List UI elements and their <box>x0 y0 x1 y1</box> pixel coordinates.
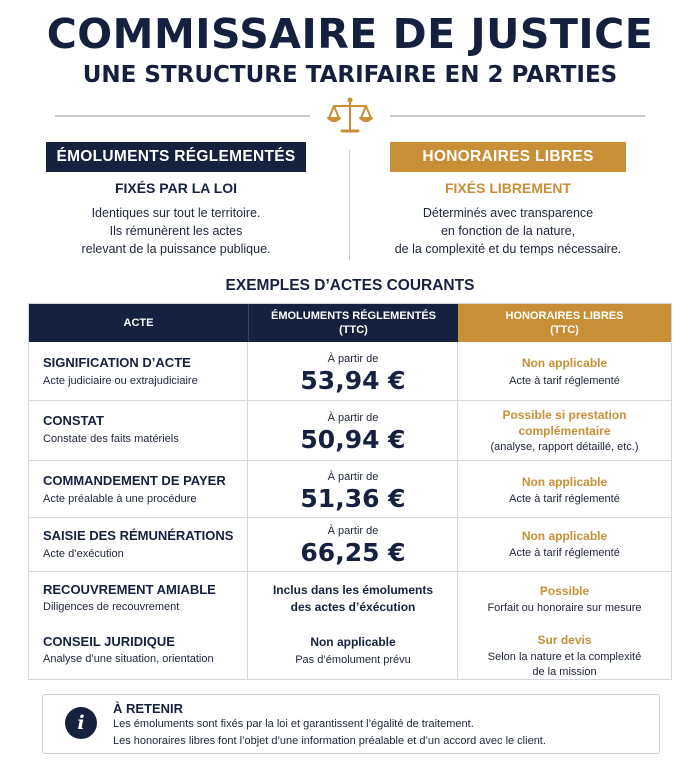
fee-status: Non applicable <box>310 635 396 649</box>
honoraires-status: Non applicable <box>521 356 608 370</box>
acte-description: Acte judiciaire ou extrajudiciaire <box>43 375 198 387</box>
column-divider <box>349 150 350 260</box>
table-header-emoluments <box>248 304 458 342</box>
emoluments-heading: FIXÉS PAR LA LOI <box>114 180 238 196</box>
acte-description: Diligences de recouvrement <box>43 601 180 613</box>
table-header-honoraires-ttc: (TTC) <box>550 324 579 336</box>
emoluments-banner: ÉMOLUMENTS RÉGLEMENTÉS <box>46 142 306 172</box>
honoraires-detail: de la mission <box>532 666 597 678</box>
honoraires-status: Non applicable <box>521 475 608 489</box>
fee-amount: 50,94 € <box>300 425 406 454</box>
emoluments-line-1: Identiques sur tout le territoire. <box>91 206 261 220</box>
examples-section-title: EXEMPLES D’ACTES COURANTS <box>225 277 475 294</box>
table-row <box>29 625 671 679</box>
table-header-emoluments-label: ÉMOLUMENTS RÉGLEMENTÉS <box>270 310 436 322</box>
table-row <box>29 342 671 400</box>
fee-included: des actes d’éxécution <box>290 600 416 614</box>
honoraires-line-2: en fonction de la nature, <box>440 224 576 238</box>
tariff-table <box>28 303 672 680</box>
table-header-honoraires-label: HONORAIRES LIBRES <box>505 310 624 322</box>
reminder-box <box>42 694 660 754</box>
honoraires-detail: Selon la nature et la complexité <box>487 651 642 663</box>
table-header-acte <box>29 304 248 342</box>
acte-name: CONSEIL JURIDIQUE <box>43 634 175 649</box>
acte-name: RECOUVREMENT AMIABLE <box>43 582 216 597</box>
fee-included: Inclus dans les émoluments <box>272 583 434 597</box>
acte-name: SIGNIFICATION D’ACTE <box>43 355 191 370</box>
acte-description: Acte d’exécution <box>43 548 124 560</box>
table-row <box>29 460 671 517</box>
table-header-honoraires <box>458 304 671 342</box>
fee-amount: 53,94 € <box>300 366 406 395</box>
table-header-acte-label: ACTE <box>123 317 154 329</box>
honoraires-status: Possible <box>539 584 590 598</box>
honoraires-status: Non applicable <box>521 529 608 543</box>
acte-name: SAISIE DES RÉMUNÉRATIONS <box>43 528 234 543</box>
fee-prefix: À partir de <box>327 353 379 365</box>
fee-amount: 66,25 € <box>300 538 406 567</box>
table-row <box>29 400 671 460</box>
header-rule-left <box>55 115 310 117</box>
honoraires-line-3: de la complexité et du temps nécessaire. <box>394 242 622 256</box>
reminder-title: À RETENIR <box>113 701 184 716</box>
honoraires-detail: Acte à tarif réglementé <box>509 375 620 387</box>
fee-detail: Pas d’émolument prévu <box>295 654 411 666</box>
page-title: COMMISSAIRE DE JUSTICE <box>46 10 654 58</box>
honoraires-detail: Acte à tarif réglementé <box>509 493 620 505</box>
honoraires-detail: (analyse, rapport détaillé, etc.) <box>490 441 639 453</box>
emoluments-line-2: Ils rémunèrent les actes <box>109 224 243 238</box>
table-row <box>29 571 671 625</box>
fee-amount: 51,36 € <box>300 484 406 513</box>
honoraires-status: Possible si prestation <box>502 408 627 422</box>
emoluments-line-3: relevant de la puissance publique. <box>81 242 271 256</box>
honoraires-status: complémentaire <box>518 424 611 438</box>
acte-description: Analyse d’une situation, orientation <box>43 653 214 665</box>
reminder-line-1: Les émoluments sont fixés par la loi et garantissent l’égalité de traitement. <box>113 718 474 730</box>
page-subtitle: UNE STRUCTURE TARIFAIRE EN 2 PARTIES <box>82 62 618 88</box>
table-header-emoluments-ttc: (TTC) <box>339 324 368 336</box>
header-rule-right <box>390 115 645 117</box>
scales-of-justice-icon <box>326 96 374 136</box>
info-icon: i <box>65 707 97 739</box>
fee-prefix: À partir de <box>327 525 379 537</box>
acte-name: COMMANDEMENT DE PAYER <box>43 473 226 488</box>
honoraires-heading: FIXÉS LIBREMENT <box>444 180 571 196</box>
fee-prefix: À partir de <box>327 471 379 483</box>
fee-prefix: À partir de <box>327 412 379 424</box>
table-row <box>29 517 671 571</box>
honoraires-detail: Forfait ou honoraire sur mesure <box>487 602 642 614</box>
reminder-line-2: Les honoraires libres font l’objet d’une information préalable et d’un accord avec le client. <box>113 735 546 747</box>
acte-name: CONSTAT <box>43 413 104 428</box>
acte-description: Constate des faits matériels <box>43 433 179 445</box>
acte-description: Acte préalable à une procédure <box>43 493 197 505</box>
honoraires-line-1: Déterminés avec transparence <box>422 206 594 220</box>
honoraires-status: Sur devis <box>537 633 592 647</box>
honoraires-detail: Acte à tarif réglementé <box>509 547 620 559</box>
honoraires-banner: HONORAIRES LIBRES <box>390 142 626 172</box>
